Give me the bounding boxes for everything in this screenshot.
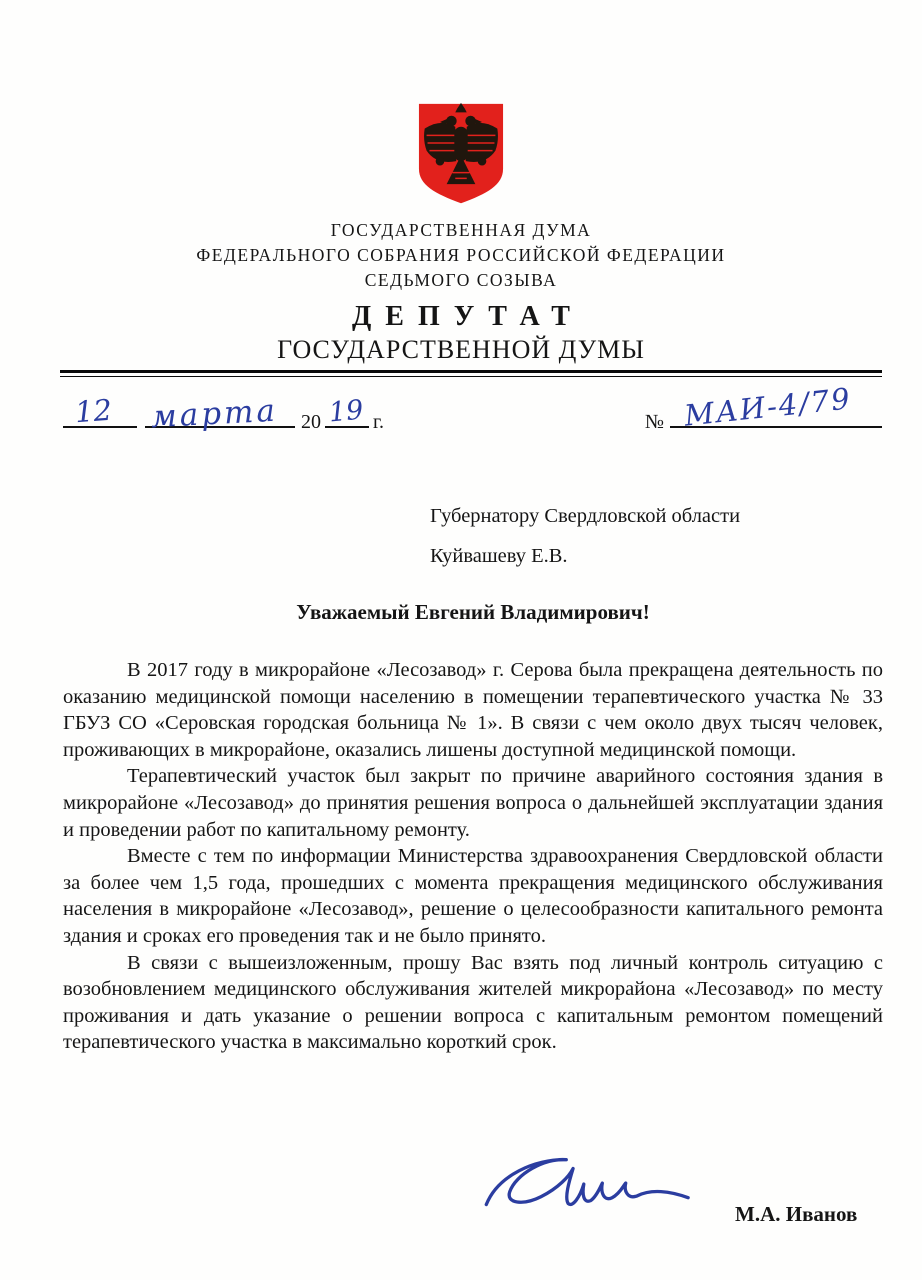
signature-scribble <box>478 1148 713 1231</box>
paragraph-4: В связи с вышеизложенным, прошу Вас взять под личный контроль ситуацию с возобновлением медицинского обслуживания жителей микрорайона «Лесозавод» по месту проживания и дать указание о решении вопроса с капитальным ремонтом помещений терапевтического участка в максимально короткий срок. <box>63 951 883 1054</box>
org-line-3: СЕДЬМОГО СОЗЫВА <box>364 270 558 290</box>
number-label: № <box>644 411 664 433</box>
handwritten-year: 19 <box>327 394 365 429</box>
date-year-blank <box>325 392 369 428</box>
title-deputy: ДЕПУТАТ <box>352 301 584 332</box>
letterhead-org-block <box>0 218 922 293</box>
date-suffix: г. <box>373 411 384 433</box>
signature-ink-icon <box>478 1148 713 1226</box>
number-field <box>644 381 882 434</box>
signer-name: М.А. Иванов <box>735 1202 858 1226</box>
date-day-blank <box>63 392 137 428</box>
number-blank <box>670 381 882 433</box>
recipient-line-1: Губернатору Свердловской области <box>430 505 741 527</box>
recipient-block <box>430 496 740 576</box>
recipient-line-2: Куйвашеву Е.В. <box>430 545 568 567</box>
handwritten-month: марта <box>150 392 279 436</box>
title-duma: ГОСУДАРСТВЕННОЙ ДУМЫ <box>277 335 645 364</box>
handwritten-day: 12 <box>73 392 114 430</box>
salutation: Уважаемый Евгений Владимирович! <box>296 600 650 624</box>
org-line-2: ФЕДЕРАЛЬНОГО СОБРАНИЯ РОССИЙСКОЙ ФЕДЕРАЦИИ <box>196 245 726 265</box>
org-line-1: ГОСУДАРСТВЕННАЯ ДУМА <box>330 220 592 240</box>
date-century-printed: 20 <box>301 411 321 433</box>
coat-of-arms-wrap <box>0 100 922 213</box>
date-month-blank <box>145 392 295 436</box>
handwritten-number: МАИ-4/79 <box>682 381 854 433</box>
letterhead-title-block <box>0 301 922 365</box>
letter-body <box>63 600 883 1056</box>
russia-coat-of-arms-icon <box>413 100 509 208</box>
double-rule-divider <box>60 370 882 377</box>
paragraph-1: В 2017 году в микрорайоне «Лесозавод» г. Серова была прекращена деятельность по оказанию медицинской помощи населению в помещении терапевтического участка № 33 ГБУЗ СО «Серовская городская больница № 1». В связи с чем около двух тысяч человек, проживающих в микрорайоне, оказались лишены доступной медицинской помощи. <box>63 659 883 761</box>
date-field <box>63 392 384 447</box>
paragraph-2: Терапевтический участок был закрыт по причине аварийного состояния здания в микрорайоне «Лесозавод» до принятия решения вопроса о дальнейшей эксплуатации здания и проведении работ по капитальному ремонту. <box>63 765 883 841</box>
paragraph-3: Вместе с тем по информации Министерства здравоохранения Свердловской области за более чем 1,5 года, прошедших с момента прекращения медицинского обслуживания населения в микрорайоне «Лесозавод», решение о целесообразности капитального ремонта здания и сроках его проведения так и не было принято. <box>63 845 883 947</box>
